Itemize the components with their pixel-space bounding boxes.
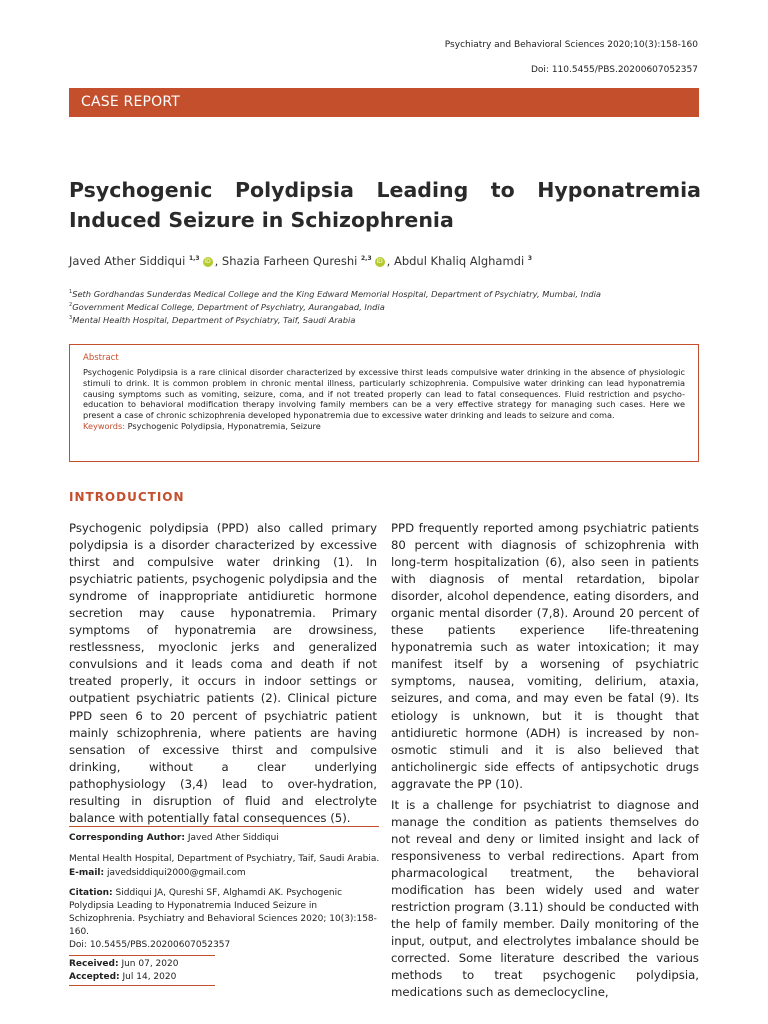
accepted-label: Accepted: [69,972,120,982]
accepted-date: Jul 14, 2020 [122,972,177,982]
citation-doi: Doi: 10.5455/PBS.20200607052357 [69,940,231,950]
divider [69,955,215,956]
citation-block [69,887,381,952]
accepted-line [69,971,178,984]
affiliation-number: 1 [69,289,73,296]
corresponding-author-name: Javed Ather Siddiqui [187,833,279,843]
author-name: Abdul Khaliq Alghamdi [393,254,525,268]
corresponding-author-label: Corresponding Author: [69,833,185,843]
right-column [391,520,699,1001]
author-address: Mental Health Hospital, Department of Psychiatry, Taif, Saudi Arabia. [69,854,380,864]
affiliation [69,302,709,312]
doi-header: Doi: 110.5455/PBS.20200607052357 [531,65,698,75]
journal-citation-header: Psychiatry and Behavioral Sciences 2020;10(3):158-160 [444,40,698,50]
body-paragraph: Psychogenic polydipsia (PPD) also called primary polydipsia is a disorder characterized by excessive thirst and compulsive water drinking (1). In psychiatric patients, psychogenic polydipsia and the syndrome of inappropriate antidiuretic hormone secretion may cause hyponatremia. Primary symptoms of hyponatremia are drowsiness, restlessness, myoclonic jerks and generalized convulsions and it leads coma and death if not treated properly, it occurs in indoor settings or outpatient psychiatric patients (2). Clinical picture PPD seen 6 to 20 percent of psychiatric patient mainly schizophrenia, where patients are having sensation of excessive thirst and compulsive drinking, without a clear underlying pathophysiology (3,4) lead to over-hydration, resulting in disruption of fluid and electrolyte balance with potentially fatal consequences (5). [69,521,377,825]
affiliation [69,289,709,299]
affiliation [69,315,709,325]
body-paragraph: It is a challenge for psychiatrist to diagnose and manage the condition as patients themselves do not reveal and deny or limited insight and lack of responsiveness to verbal redirections. Apart from pharmacological treatment, the behavioral modification has been widely used and water restriction program (3.11) should be conducted with the help of family member. Daily monitoring of the input, output, and electrolytes imbalance should be corrected. Some literature described the various methods to treat psychogenic polydipsia, medications such as demeclocycline, [391,797,699,1000]
email-line [69,867,381,880]
body-paragraph: PPD frequently reported among psychiatric patients 80 percent with diagnosis of schizophrenia with long-term hospitalization (6), also seen in patients with diagnosis of mental retardation, bipolar disorder, alcohol dependence, eating disorders, and organic mental disorder (7,8). Around 20 percent of these patients experience life-threatening hyponatremia such as water intoxication; it may manifest itself by a worsening of psychiatric symptoms, nausea, vomiting, delirium, ataxia, seizures, and coma, and may even be fatal (9). Its etiology is unknown, but it is thought that antidiuretic hormone (ADH) is increased by non-osmotic stimuli and it is also believed that anticholinergic side effects of antipsychotic drugs aggravate the PP (10). [391,521,699,791]
email-label: E-mail: [69,868,105,878]
abstract-text: Psychogenic Polydipsia is a rare clinical disorder characterized by excessive thirst leads compulsive water drinking in the absence of physiologic stimuli to drink. It is common problem in chronic mental illness, particularly schizophrenia. Compulsive water drinking can lead hyponatremia causing symptoms such as vomiting, seizure, coma, and if not treated properly can lead to fatal consequences. Fluid restriction and psycho-education to behavioral modification therapy involving family members can be a very effective strategy for managing such cases. Here we present a case of chronic schizophrenia developed hyponatremia due to excessive water drinking and leads to seizure and coma. [83,367,685,421]
author-list: Javed Ather Siddiqui $^{1,3}$ iD , Shazia Farheen Qureshi $^{2,3}$ iD , Abdul Khaliq Alghamdi $^3$ [69,254,533,268]
affiliation-text: Mental Health Hospital, Department of Psychiatry, Taif, Saudi Arabia [72,315,356,325]
affiliation-text: Seth Gordhandas Sunderdas Medical College and the King Edward Memorial Hospital, Department of Psychiatry, Mumbai, India [72,289,602,299]
case-report-band: CASE REPORT [69,88,699,117]
citation-label: Citation: [69,888,113,898]
received-label: Received: [69,959,119,969]
introduction-heading: INTRODUCTION [69,490,185,504]
affiliation-number: 3 [69,315,73,322]
received-date: Jun 07, 2020 [121,959,179,969]
divider [69,985,215,986]
author-name: Shazia Farheen Qureshi [221,254,358,268]
received-line [69,958,178,971]
dates-block [69,958,178,984]
author-affiliation-mark: 3 [527,255,533,263]
affiliation-number: 2 [69,302,73,309]
abstract-heading: Abstract [83,353,119,363]
orcid-icon[interactable]: iD [204,257,211,265]
keywords-text: Psychogenic Polydipsia, Hyponatremia, Seizure [127,420,321,431]
author-affiliation-mark: 2,3 [361,255,372,263]
article-title: Psychogenic Polydipsia Leading to Hyponatremia Induced Seizure in Schizophrenia [69,178,701,232]
affiliation-text: Government Medical College, Department of Psychiatry, Aurangabad, India [72,302,385,312]
citation-text: Siddiqui JA, Qureshi SF, Alghamdi AK. Psychogenic Polydipsia Leading to Hyponatremia Induced Seizure in Schizophrenia. Psychiatry and Behavioral Sciences 2020; 10(3):158-160. [69,888,377,937]
abstract-box [69,344,699,462]
email-link[interactable]: javedsiddiqui2000@gmail.com [106,868,246,878]
author-affiliation-mark: 1,3 [188,255,200,263]
author-name: Javed Ather Siddiqui [69,254,186,268]
keywords-line [83,421,685,432]
divider [69,826,379,827]
keywords-label: Keywords: [83,420,125,431]
corresponding-author [69,832,381,845]
left-column [69,520,377,827]
orcid-icon[interactable]: iD [376,257,383,265]
